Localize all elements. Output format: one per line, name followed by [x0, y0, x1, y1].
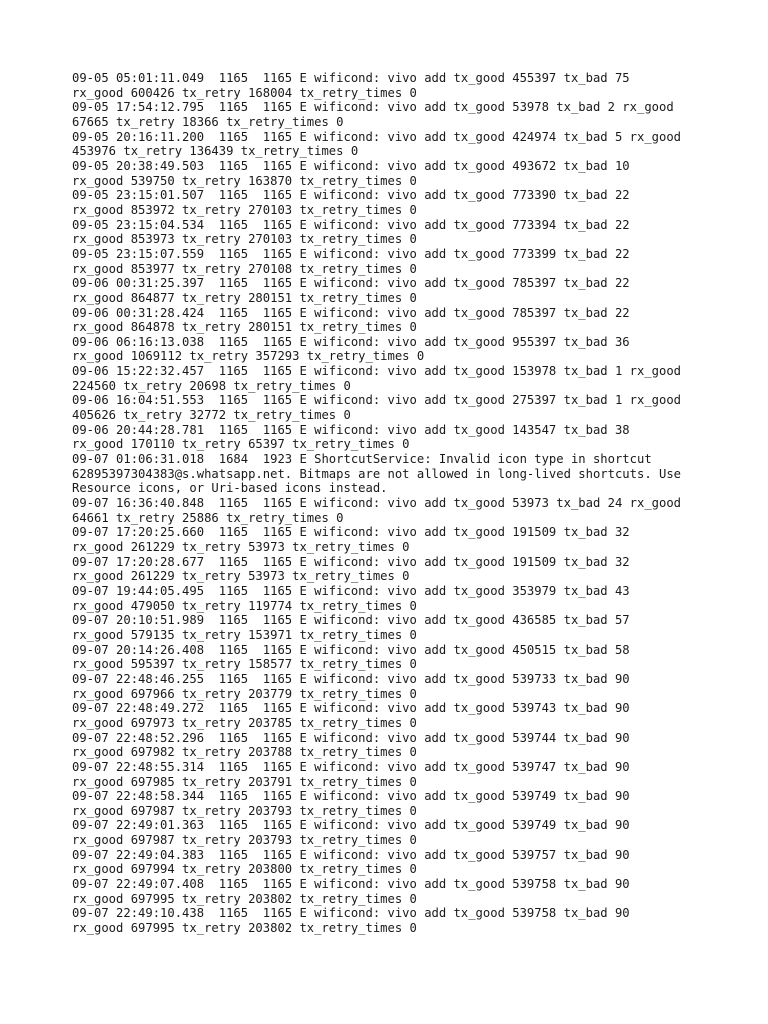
- log-line: 09-07 22:48:49.272 1165 1165 E wificond: vivo add tx_good 539743 tx_bad 90: [72, 701, 630, 716]
- log-line: 09-07 01:06:31.018 1684 1923 E ShortcutService: Invalid icon type in shortcut: [72, 452, 652, 467]
- log-text: [72, 71, 712, 936]
- log-line: 09-07 22:48:58.344 1165 1165 E wificond: vivo add tx_good 539749 tx_bad 90: [72, 789, 630, 804]
- log-line: 09-06 20:44:28.781 1165 1165 E wificond: vivo add tx_good 143547 tx_bad 38: [72, 422, 630, 437]
- log-line: 09-07 22:49:07.408 1165 1165 E wificond: vivo add tx_good 539758 tx_bad 90: [72, 877, 630, 892]
- log-line: rx_good 261229 tx_retry 53973 tx_retry_times 0: [72, 569, 410, 584]
- log-line: 09-06 15:22:32.457 1165 1165 E wificond: vivo add tx_good 153978 tx_bad 1 rx_good: [72, 364, 682, 379]
- log-line: rx_good 697982 tx_retry 203788 tx_retry_times 0: [72, 745, 417, 760]
- log-line: 224560 tx_retry 20698 tx_retry_times 0: [72, 378, 351, 393]
- log-line: 09-05 17:54:12.795 1165 1165 E wificond: vivo add tx_good 53978 tx_bad 2 rx_good: [72, 100, 674, 115]
- log-line: 09-07 17:20:28.677 1165 1165 E wificond: vivo add tx_good 191509 tx_bad 32: [72, 554, 630, 569]
- log-line: rx_good 697973 tx_retry 203785 tx_retry_times 0: [72, 715, 417, 730]
- log-line: 09-07 22:48:46.255 1165 1165 E wificond: vivo add tx_good 539733 tx_bad 90: [72, 671, 630, 686]
- log-line: rx_good 697987 tx_retry 203793 tx_retry_times 0: [72, 833, 417, 848]
- log-line: 09-07 22:48:52.296 1165 1165 E wificond: vivo add tx_good 539744 tx_bad 90: [72, 730, 630, 745]
- log-line: 67665 tx_retry 18366 tx_retry_times 0: [72, 114, 344, 129]
- log-line: 09-07 22:48:55.314 1165 1165 E wificond: vivo add tx_good 539747 tx_bad 90: [72, 759, 630, 774]
- log-line: rx_good 697966 tx_retry 203779 tx_retry_times 0: [72, 686, 417, 701]
- log-line: 09-06 16:04:51.553 1165 1165 E wificond: vivo add tx_good 275397 tx_bad 1 rx_good: [72, 393, 682, 408]
- log-line: 09-07 20:14:26.408 1165 1165 E wificond: vivo add tx_good 450515 tx_bad 58: [72, 642, 630, 657]
- log-line: rx_good 170110 tx_retry 65397 tx_retry_times 0: [72, 437, 410, 452]
- log-line: rx_good 261229 tx_retry 53973 tx_retry_times 0: [72, 540, 410, 554]
- log-line: rx_good 697985 tx_retry 203791 tx_retry_times 0: [72, 774, 417, 789]
- log-line: rx_good 1069112 tx_retry 357293 tx_retry_times 0: [72, 349, 425, 364]
- log-line: rx_good 479050 tx_retry 119774 tx_retry_times 0: [72, 598, 417, 613]
- log-line: 09-06 06:16:13.038 1165 1165 E wificond: vivo add tx_good 955397 tx_bad 36: [72, 334, 630, 349]
- document-page: [72, 71, 712, 936]
- log-line: 453976 tx_retry 136439 tx_retry_times 0: [72, 144, 359, 159]
- log-line: rx_good 697995 tx_retry 203802 tx_retry_times 0: [72, 891, 417, 906]
- log-line: rx_good 864878 tx_retry 280151 tx_retry_times 0: [72, 320, 417, 335]
- log-line: 09-05 23:15:04.534 1165 1165 E wificond: vivo add tx_good 773394 tx_bad 22: [72, 217, 630, 232]
- log-line: 09-07 17:20:25.660 1165 1165 E wificond: vivo add tx_good 191509 tx_bad 32: [72, 525, 630, 540]
- log-line: Resource icons, or Uri-based icons instead.: [72, 481, 388, 496]
- log-line: 09-06 00:31:25.397 1165 1165 E wificond: vivo add tx_good 785397 tx_bad 22: [72, 276, 630, 291]
- log-line: 09-07 20:10:51.989 1165 1165 E wificond: vivo add tx_good 436585 tx_bad 57: [72, 613, 630, 628]
- log-line: rx_good 595397 tx_retry 158577 tx_retry_times 0: [72, 657, 417, 672]
- log-line: 62895397304383@s.whatsapp.net. Bitmaps are not allowed in long-lived shortcuts. Use: [72, 466, 682, 481]
- log-line: rx_good 539750 tx_retry 163870 tx_retry_times 0: [72, 173, 417, 188]
- log-line: 09-05 20:38:49.503 1165 1165 E wificond: vivo add tx_good 493672 tx_bad 10: [72, 158, 630, 173]
- log-line: 09-07 22:49:01.363 1165 1165 E wificond: vivo add tx_good 539749 tx_bad 90: [72, 818, 630, 833]
- log-line: 405626 tx_retry 32772 tx_retry_times 0: [72, 408, 351, 423]
- log-line: 09-07 16:36:40.848 1165 1165 E wificond: vivo add tx_good 53973 tx_bad 24 rx_good: [72, 496, 682, 511]
- log-line: 09-05 23:15:07.559 1165 1165 E wificond: vivo add tx_good 773399 tx_bad 22: [72, 246, 630, 261]
- log-line: rx_good 853977 tx_retry 270108 tx_retry_times 0: [72, 261, 417, 276]
- log-line: 09-07 19:44:05.495 1165 1165 E wificond: vivo add tx_good 353979 tx_bad 43: [72, 583, 630, 598]
- log-line: rx_good 864877 tx_retry 280151 tx_retry_times 0: [72, 290, 417, 305]
- log-line: rx_good 697994 tx_retry 203800 tx_retry_times 0: [72, 862, 417, 877]
- log-line: 09-05 05:01:11.049 1165 1165 E wificond: vivo add tx_good 455397 tx_bad 75: [72, 71, 630, 85]
- log-line: rx_good 853972 tx_retry 270103 tx_retry_times 0: [72, 202, 417, 217]
- log-line: rx_good 697995 tx_retry 203802 tx_retry_times 0: [72, 921, 417, 936]
- log-line: 64661 tx_retry 25886 tx_retry_times 0: [72, 510, 344, 525]
- log-line: 09-07 22:49:04.383 1165 1165 E wificond: vivo add tx_good 539757 tx_bad 90: [72, 847, 630, 862]
- log-line: 09-07 22:49:10.438 1165 1165 E wificond: vivo add tx_good 539758 tx_bad 90: [72, 906, 630, 921]
- log-line: rx_good 600426 tx_retry 168004 tx_retry_times 0: [72, 85, 417, 100]
- log-line: 09-05 20:16:11.200 1165 1165 E wificond: vivo add tx_good 424974 tx_bad 5 rx_good: [72, 129, 682, 144]
- log-line: rx_good 697987 tx_retry 203793 tx_retry_times 0: [72, 803, 417, 818]
- log-line: rx_good 579135 tx_retry 153971 tx_retry_times 0: [72, 627, 417, 642]
- log-line: 09-05 23:15:01.507 1165 1165 E wificond: vivo add tx_good 773390 tx_bad 22: [72, 188, 630, 203]
- log-line: 09-06 00:31:28.424 1165 1165 E wificond: vivo add tx_good 785397 tx_bad 22: [72, 305, 630, 320]
- log-line: rx_good 853973 tx_retry 270103 tx_retry_times 0: [72, 232, 417, 247]
